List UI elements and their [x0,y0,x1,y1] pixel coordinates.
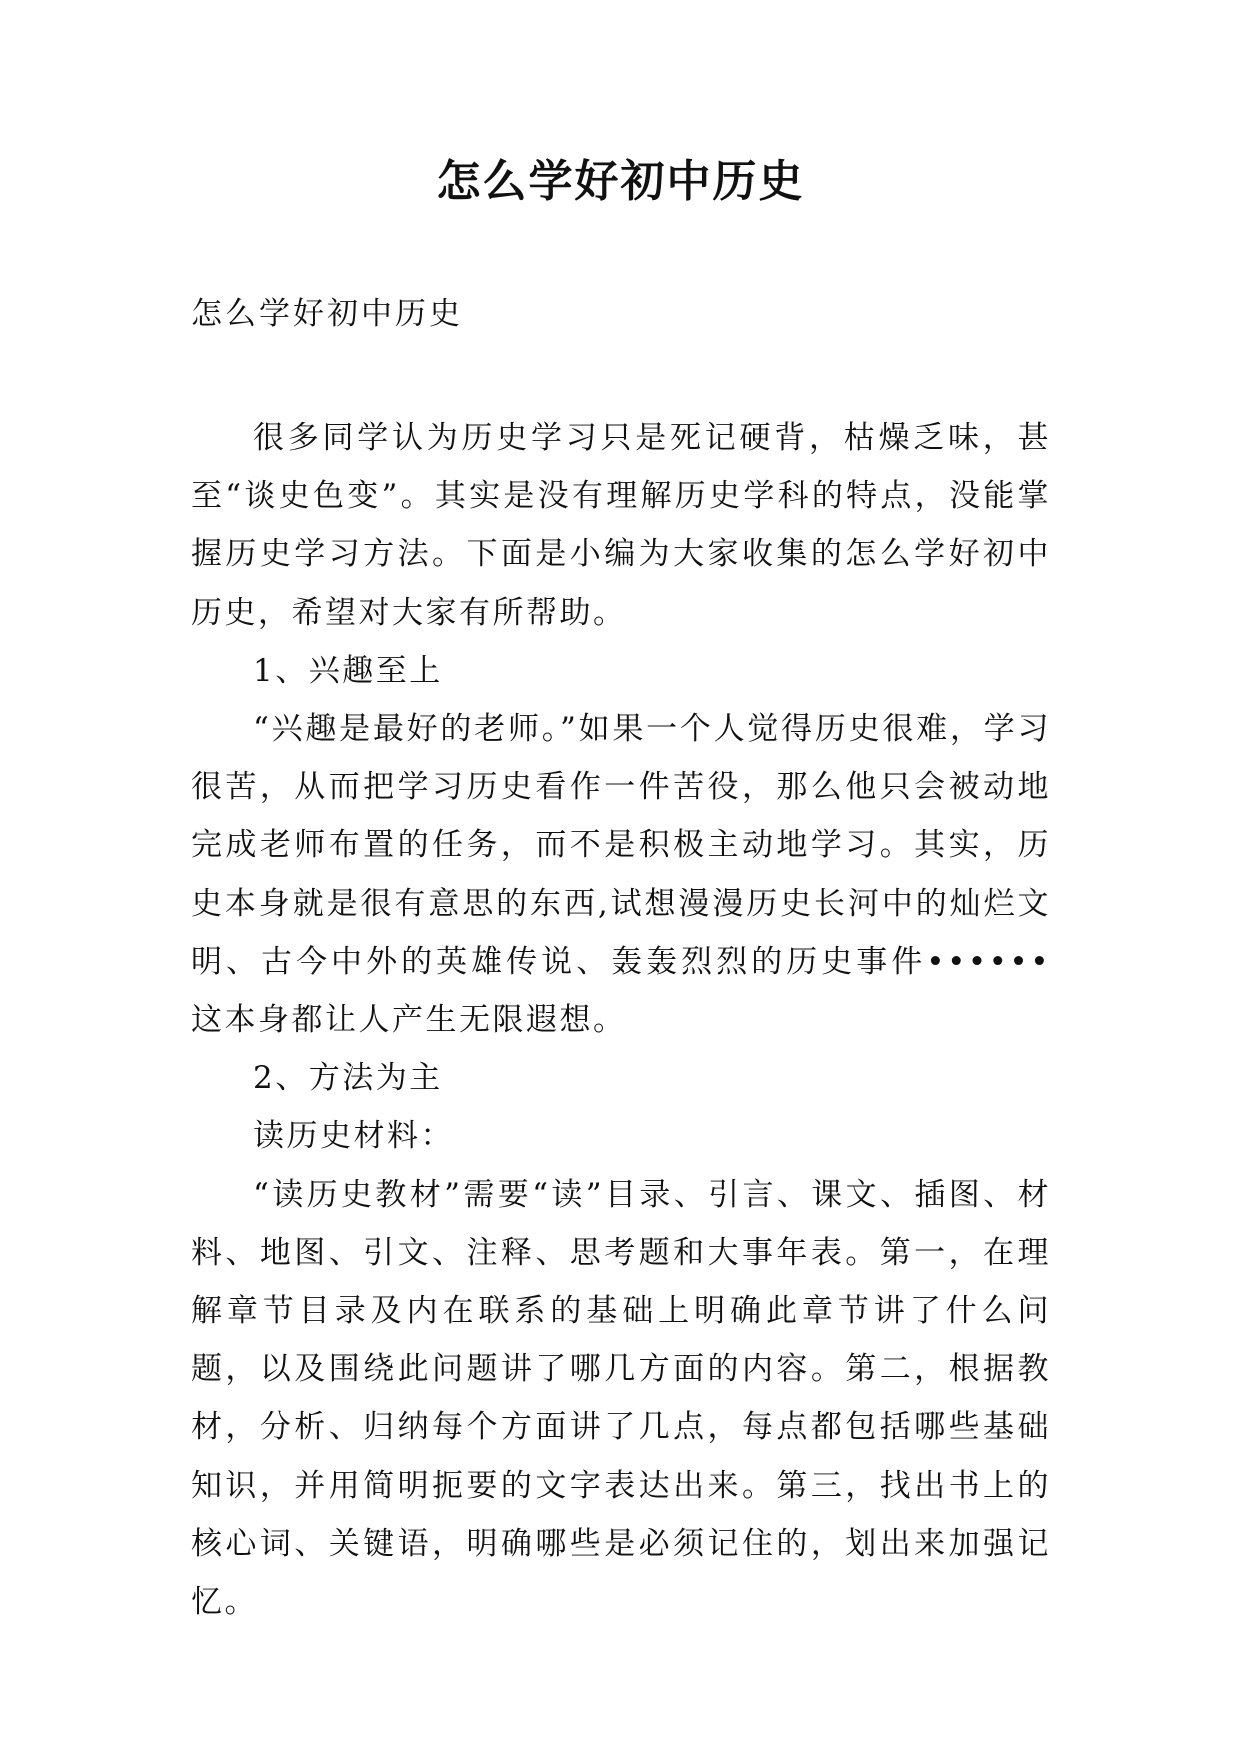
interest-paragraph: “兴趣是最好的老师。”如果一个人觉得历史很难，学习很苦，从而把学习历史看作一件苦役，那么他只会被动地完成老师布置的任务，而不是积极主动地学习。其实，历史本身就是很有意思的东西,试想漫漫历史长河中的灿烂文明、古今中外的英雄传说、轰轰烈烈的历史事件••••••这本身都让人产生无限遐想。 [191,711,1051,1039]
document-title: 怎么学好初中历史 [436,156,805,207]
document-body [191,409,1051,1631]
intro-paragraph: 很多同学认为历史学习只是死记硬背，枯燥乏味，甚至“谈史色变”。其实是没有理解历史学科的特点，没能掌握历史学习方法。下面是小编为大家收集的怎么学好初中历史，希望对大家有所帮助。 [191,420,1051,631]
reading-textbook-paragraph: “读历史教材”需要“读”目录、引言、课文、插图、材料、地图、引文、注释、思考题和大事年表。第一，在理解章节目录及内在联系的基础上明确此章节讲了什么问题，以及围绕此问题讲了哪几方面的内容。第二，根据教材，分析、归纳每个方面讲了几点，每点都包括哪些基础知识，并用简明扼要的文字表达出来。第三，找出书上的核心词、关键语，明确哪些是必须记住的，划出来加强记忆。 [191,1176,1051,1621]
section-heading-method: 2、方法为主 [253,1060,443,1097]
document-subtitle: 怎么学好初中历史 [191,296,463,332]
subheading-reading-materials: 读历史材料： [253,1118,454,1155]
section-heading-interest: 1、兴趣至上 [253,652,443,689]
